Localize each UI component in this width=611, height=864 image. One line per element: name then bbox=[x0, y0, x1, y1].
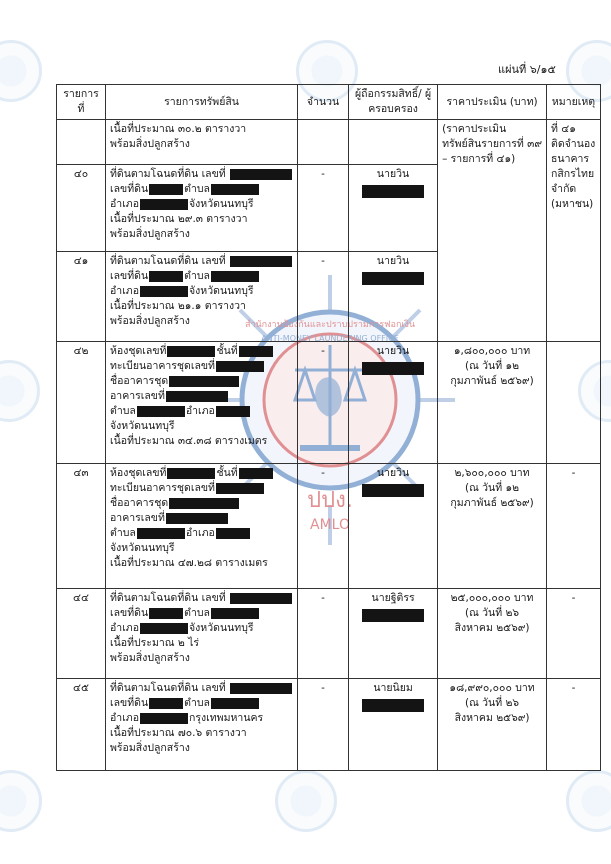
redaction bbox=[211, 184, 259, 195]
column-header: จำนวน bbox=[298, 85, 349, 120]
redaction bbox=[362, 362, 424, 375]
table-row bbox=[57, 464, 601, 589]
redaction bbox=[211, 698, 259, 709]
watermark-emblem bbox=[0, 770, 42, 832]
asset-table bbox=[56, 84, 601, 771]
asset-description: เนื้อที่ประมาณ ๓๐.๒ ตารางวา พร้อมสิ่งปลูกสร้าง bbox=[106, 120, 298, 165]
owner: นายวิน bbox=[349, 464, 438, 589]
item-number: ๔๒ bbox=[57, 342, 106, 464]
seal-abbr: AMLO bbox=[310, 517, 350, 533]
redaction bbox=[230, 169, 292, 180]
asset-description: ห้องชุดเลขที่ ชั้นที่ ทะเบียนอาคารชุดเลขที่ ชื่ออาคารชุด อาคารเลขที่ ตำบล อำเภอ จังหวัดนนทบุรี เนื้อที่ประมาณ ๓๔.๓๘ ตารางเมตร bbox=[106, 342, 298, 464]
redaction bbox=[362, 699, 424, 712]
item-number: ๔๔ bbox=[57, 589, 106, 679]
quantity: - bbox=[298, 252, 349, 342]
asset-description: ที่ดินตามโฉนดที่ดิน เลขที่ เลขที่ดิน ตำบล อำเภอ จังหวัดนนทบุรี เนื้อที่ประมาณ ๒ ไร่ พร้อมสิ่งปลูกสร้าง bbox=[106, 589, 298, 679]
appraised-price: ๒,๖๐๐,๐๐๐ บาท (ณ วันที่ ๑๒ กุมภาพันธ์ ๒๕๖๙) bbox=[438, 464, 547, 589]
appraised-price: ๑,๘๐๐,๐๐๐ บาท (ณ วันที่ ๑๒ กุมภาพันธ์ ๒๕๖๙) bbox=[438, 342, 547, 464]
owner: นายนิยม bbox=[349, 679, 438, 771]
column-header: รายการทรัพย์สิน bbox=[106, 85, 298, 120]
redaction bbox=[137, 528, 185, 539]
table-row bbox=[57, 342, 601, 464]
column-header: หมายเหตุ bbox=[547, 85, 601, 120]
redaction bbox=[239, 468, 273, 479]
redaction bbox=[216, 483, 264, 494]
owner: นายวิน bbox=[349, 342, 438, 464]
seal-text-bottom: ปปง. bbox=[307, 488, 353, 513]
appraised-price: ๒๕,๐๐๐,๐๐๐ บาท (ณ วันที่ ๒๖ สิงหาคม ๒๕๖๙) bbox=[438, 589, 547, 679]
quantity: - bbox=[298, 589, 349, 679]
redaction bbox=[169, 498, 239, 509]
redaction bbox=[166, 391, 228, 402]
asset-description: ที่ดินตามโฉนดที่ดิน เลขที่ เลขที่ดิน ตำบล อำเภอ จังหวัดนนทบุรี เนื้อที่ประมาณ ๒๙.๓ ตารางวา พร้อมสิ่งปลูกสร้าง bbox=[106, 165, 298, 252]
redaction bbox=[230, 593, 292, 604]
redaction bbox=[166, 513, 228, 524]
item-number: ๔๑ bbox=[57, 252, 106, 342]
redaction bbox=[362, 272, 424, 285]
appraised-price: ๑๘,๙๙๐,๐๐๐ บาท (ณ วันที่ ๒๖ สิงหาคม ๒๕๖๙) bbox=[438, 679, 547, 771]
asset-description: ที่ดินตามโฉนดที่ดิน เลขที่ เลขที่ดิน ตำบล อำเภอ กรุงเทพมหานคร เนื้อที่ประมาณ ๗๐.๖ ตารางวา พร้อมสิ่งปลูกสร้าง bbox=[106, 679, 298, 771]
redaction bbox=[362, 609, 424, 622]
quantity: - bbox=[298, 464, 349, 589]
redaction bbox=[216, 361, 264, 372]
redaction bbox=[149, 184, 183, 195]
redaction bbox=[140, 199, 188, 210]
item-number: ๔๕ bbox=[57, 679, 106, 771]
column-header: ราคาประเมิน (บาท) bbox=[438, 85, 547, 120]
redaction bbox=[362, 484, 424, 497]
redaction bbox=[362, 185, 424, 198]
redaction bbox=[239, 346, 273, 357]
redaction bbox=[140, 286, 188, 297]
table-row bbox=[57, 589, 601, 679]
redaction bbox=[211, 608, 259, 619]
redaction bbox=[149, 698, 183, 709]
quantity: - bbox=[298, 165, 349, 252]
owner: นายวิน bbox=[349, 165, 438, 252]
redaction bbox=[140, 713, 188, 724]
remark bbox=[547, 342, 601, 464]
redaction bbox=[230, 256, 292, 267]
watermark-emblem bbox=[0, 360, 40, 422]
watermark-emblem bbox=[566, 770, 611, 832]
redaction bbox=[137, 406, 185, 417]
redaction bbox=[169, 376, 239, 387]
redaction bbox=[140, 623, 188, 634]
redaction bbox=[216, 528, 250, 539]
watermark-emblem bbox=[275, 770, 337, 832]
redaction bbox=[167, 468, 215, 479]
seal-text-en: ANTI-MONEY LAUNDERING OFFICE bbox=[261, 334, 399, 343]
redaction bbox=[211, 271, 259, 282]
redaction bbox=[149, 271, 183, 282]
watermark-emblem bbox=[0, 40, 42, 102]
redaction bbox=[230, 683, 292, 694]
remark: ที่ ๔๑ ติดจำนอง ธนาคาร กสิกรไทย จำกัด (มหาชน) bbox=[547, 120, 601, 342]
column-header: ผู้ถือกรรมสิทธิ์/ ผู้ครอบครอง bbox=[349, 85, 438, 120]
asset-description: ที่ดินตามโฉนดที่ดิน เลขที่ เลขที่ดิน ตำบล อำเภอ จังหวัดนนทบุรี เนื้อที่ประมาณ ๒๑.๑ ตารางวา พร้อมสิ่งปลูกสร้าง bbox=[106, 252, 298, 342]
redaction bbox=[149, 608, 183, 619]
owner: นายฐิติรร bbox=[349, 589, 438, 679]
table-row bbox=[57, 120, 601, 165]
owner: นายวิน bbox=[349, 252, 438, 342]
seal-text-top: สำนักงานป้องกันและปราบปรามการฟอกเงิน bbox=[244, 320, 416, 330]
table-row bbox=[57, 679, 601, 771]
quantity: - bbox=[298, 679, 349, 771]
table-header-row bbox=[57, 85, 601, 120]
page-number: แผ่นที่ ๖/๑๕ bbox=[498, 63, 556, 76]
appraised-price: (ราคาประเมิน ทรัพย์สินรายการที่ ๓๙ – รายการที่ ๔๑) bbox=[438, 120, 547, 342]
remark: - bbox=[547, 679, 601, 771]
remark: - bbox=[547, 464, 601, 589]
redaction bbox=[216, 406, 250, 417]
column-header: รายการ ที่ bbox=[57, 85, 106, 120]
redaction bbox=[167, 346, 215, 357]
item-number: ๔๓ bbox=[57, 464, 106, 589]
item-number: ๔๐ bbox=[57, 165, 106, 252]
asset-description: ห้องชุดเลขที่ ชั้นที่ ทะเบียนอาคารชุดเลขที่ ชื่ออาคารชุด อาคารเลขที่ ตำบล อำเภอ จังหวัดนนทบุรี เนื้อที่ประมาณ ๔๗.๒๘ ตารางเมตร bbox=[106, 464, 298, 589]
quantity: - bbox=[298, 342, 349, 464]
remark: - bbox=[547, 589, 601, 679]
